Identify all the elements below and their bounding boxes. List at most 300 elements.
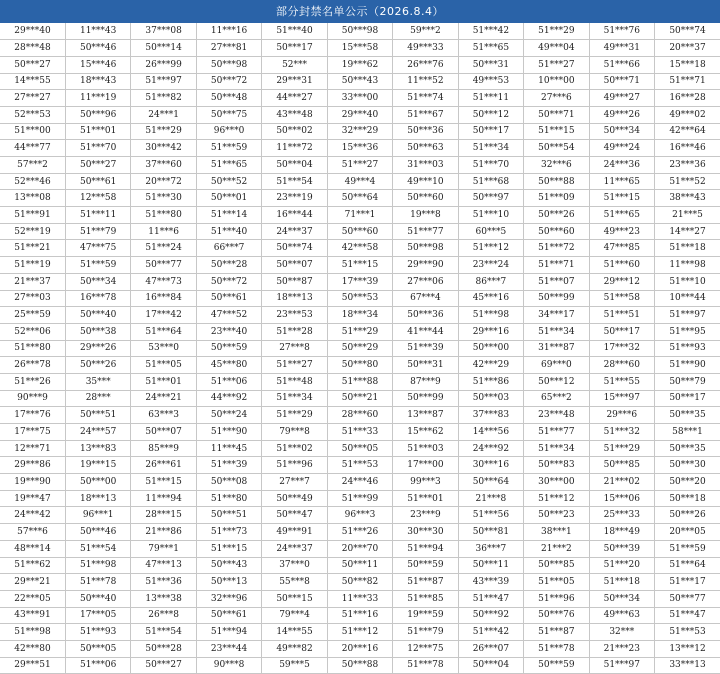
table-cell: 50***28 xyxy=(131,640,196,657)
table-cell: 50***43 xyxy=(327,73,392,90)
table-cell: 17***39 xyxy=(327,273,392,290)
table-cell: 30***16 xyxy=(458,457,523,474)
table-cell: 21***8 xyxy=(458,490,523,507)
table-cell: 50***74 xyxy=(655,23,720,40)
table-cell: 50***12 xyxy=(524,373,589,390)
table-cell: 51***62 xyxy=(0,557,65,574)
table-cell: 51***76 xyxy=(589,23,654,40)
table-cell: 51***34 xyxy=(458,140,523,157)
table-cell: 96***1 xyxy=(65,507,130,524)
table-cell: 51***74 xyxy=(393,90,458,107)
table-cell: 13***87 xyxy=(393,407,458,424)
table-row xyxy=(0,440,720,457)
table-cell: 35*** xyxy=(65,373,130,390)
table-cell: 50***17 xyxy=(655,390,720,407)
table-cell: 11***16 xyxy=(196,23,261,40)
table-cell: 27***7 xyxy=(262,474,327,491)
table-cell: 44***92 xyxy=(196,390,261,407)
table-cell: 79***1 xyxy=(131,540,196,557)
table-cell: 51***42 xyxy=(458,624,523,641)
table-cell: 23***9 xyxy=(393,507,458,524)
table-cell: 51***55 xyxy=(589,373,654,390)
table-cell: 16***78 xyxy=(65,290,130,307)
table-cell: 51***88 xyxy=(327,373,392,390)
table-cell: 50***07 xyxy=(262,257,327,274)
table-cell: 24***46 xyxy=(327,474,392,491)
table-cell: 49***23 xyxy=(589,223,654,240)
table-cell: 51***06 xyxy=(65,657,130,674)
table-cell: 51***90 xyxy=(196,424,261,441)
table-row xyxy=(0,307,720,324)
table-cell: 51***33 xyxy=(327,424,392,441)
table-cell: 50***59 xyxy=(393,557,458,574)
table-cell: 50***97 xyxy=(458,190,523,207)
table-cell: 50***85 xyxy=(589,457,654,474)
table-cell: 51***15 xyxy=(524,123,589,140)
table-cell: 51***91 xyxy=(0,207,65,224)
table-cell: 86***7 xyxy=(458,273,523,290)
table-cell: 51***21 xyxy=(0,240,65,257)
table-cell: 50***01 xyxy=(196,190,261,207)
table-cell: 65***2 xyxy=(524,390,589,407)
table-cell: 19***62 xyxy=(327,56,392,73)
table-cell: 51***79 xyxy=(393,624,458,641)
table-cell: 19***47 xyxy=(0,490,65,507)
table-cell: 51***72 xyxy=(524,240,589,257)
table-cell: 42***80 xyxy=(0,640,65,657)
table-cell: 50***47 xyxy=(262,507,327,524)
table-cell: 51***24 xyxy=(131,240,196,257)
table-cell: 50***75 xyxy=(196,106,261,123)
table-row xyxy=(0,557,720,574)
table-cell: 11***6 xyxy=(131,223,196,240)
table-cell: 45***16 xyxy=(458,290,523,307)
table-cell: 27***03 xyxy=(0,290,65,307)
table-row xyxy=(0,407,720,424)
table-cell: 20***70 xyxy=(327,540,392,557)
table-cell: 51***64 xyxy=(131,323,196,340)
table-cell: 20***05 xyxy=(655,524,720,541)
table-cell: 44***77 xyxy=(0,140,65,157)
table-cell: 17***00 xyxy=(393,457,458,474)
table-cell: 52***19 xyxy=(0,223,65,240)
table-cell: 51***77 xyxy=(393,223,458,240)
table-cell: 50***54 xyxy=(524,140,589,157)
table-cell: 96***3 xyxy=(327,507,392,524)
table-cell: 49***26 xyxy=(589,106,654,123)
table-cell: 85***9 xyxy=(131,440,196,457)
table-cell: 51***11 xyxy=(458,90,523,107)
table-cell: 49***27 xyxy=(589,90,654,107)
table-cell: 51***09 xyxy=(524,190,589,207)
table-cell: 28***60 xyxy=(327,407,392,424)
table-cell: 51***47 xyxy=(458,590,523,607)
table-cell: 26***61 xyxy=(131,457,196,474)
table-cell: 51***26 xyxy=(0,373,65,390)
table-cell: 50***98 xyxy=(327,23,392,40)
table-cell: 41***44 xyxy=(393,323,458,340)
table-cell: 50***88 xyxy=(327,657,392,674)
table-cell: 51***70 xyxy=(458,157,523,174)
table-cell: 11***19 xyxy=(65,90,130,107)
table-cell: 43***48 xyxy=(262,106,327,123)
table-cell: 49***4 xyxy=(327,173,392,190)
table-cell: 50***04 xyxy=(458,657,523,674)
table-cell: 50***05 xyxy=(327,440,392,457)
table-cell: 51***90 xyxy=(655,357,720,374)
table-cell: 51***65 xyxy=(458,40,523,57)
table-cell: 51***36 xyxy=(131,574,196,591)
table-cell: 50***27 xyxy=(131,657,196,674)
table-cell: 50***02 xyxy=(262,123,327,140)
table-cell: 51***01 xyxy=(131,373,196,390)
table-cell: 51***19 xyxy=(0,257,65,274)
table-cell: 50***46 xyxy=(65,40,130,57)
table-cell: 47***75 xyxy=(65,240,130,257)
table-cell: 51***17 xyxy=(655,574,720,591)
table-cell: 17***32 xyxy=(589,340,654,357)
table-cell: 38***43 xyxy=(655,190,720,207)
table-cell: 15***06 xyxy=(589,490,654,507)
table-row xyxy=(0,607,720,624)
table-cell: 49***82 xyxy=(262,640,327,657)
table-row xyxy=(0,424,720,441)
table-cell: 15***62 xyxy=(393,424,458,441)
table-cell: 57***6 xyxy=(0,524,65,541)
table-cell: 49***10 xyxy=(393,173,458,190)
table-cell: 51***98 xyxy=(458,307,523,324)
table-cell: 51***98 xyxy=(0,624,65,641)
table-cell: 29***40 xyxy=(0,23,65,40)
table-cell: 50***15 xyxy=(262,590,327,607)
table-cell: 29***51 xyxy=(0,657,65,674)
table-cell: 51***52 xyxy=(655,173,720,190)
table-cell: 51***98 xyxy=(65,557,130,574)
table-row xyxy=(0,73,720,90)
table-cell: 50***27 xyxy=(65,157,130,174)
table-cell: 29***16 xyxy=(458,323,523,340)
table-cell: 51***82 xyxy=(131,90,196,107)
table-cell: 50***51 xyxy=(196,507,261,524)
table-row xyxy=(0,257,720,274)
table-row xyxy=(0,140,720,157)
table-cell: 51***40 xyxy=(196,223,261,240)
table-cell: 51***96 xyxy=(524,590,589,607)
table-cell: 50***43 xyxy=(196,557,261,574)
table-row xyxy=(0,507,720,524)
table-cell: 28*** xyxy=(65,390,130,407)
table-cell: 51***18 xyxy=(589,574,654,591)
table-cell: 50***36 xyxy=(393,123,458,140)
table-cell: 50***82 xyxy=(327,574,392,591)
table-cell: 30***30 xyxy=(393,524,458,541)
table-cell: 25***33 xyxy=(589,507,654,524)
table-cell: 50***34 xyxy=(589,123,654,140)
table-cell: 51***71 xyxy=(524,257,589,274)
table-cell: 11***98 xyxy=(655,257,720,274)
table-cell: 50***87 xyxy=(262,273,327,290)
table-cell: 51***15 xyxy=(131,474,196,491)
table-cell: 18***13 xyxy=(262,290,327,307)
table-cell: 51***06 xyxy=(196,373,261,390)
table-cell: 12***58 xyxy=(65,190,130,207)
table-cell: 51***11 xyxy=(65,207,130,224)
table-cell: 21***02 xyxy=(589,474,654,491)
table-cell: 50***71 xyxy=(524,106,589,123)
table-cell: 51***51 xyxy=(589,307,654,324)
table-cell: 14***27 xyxy=(655,223,720,240)
table-cell: 51***12 xyxy=(327,624,392,641)
table-cell: 21***5 xyxy=(655,207,720,224)
table-cell: 51***68 xyxy=(458,173,523,190)
table-cell: 17***05 xyxy=(65,607,130,624)
table-cell: 51***15 xyxy=(196,540,261,557)
table-cell: 50***72 xyxy=(196,73,261,90)
table-cell: 29***40 xyxy=(327,106,392,123)
table-cell: 50***18 xyxy=(655,490,720,507)
table-cell: 13***12 xyxy=(655,640,720,657)
table-cell: 51***10 xyxy=(458,207,523,224)
table-cell: 29***90 xyxy=(393,257,458,274)
table-cell: 51***29 xyxy=(262,407,327,424)
table-cell: 23***36 xyxy=(655,157,720,174)
ban-list-body xyxy=(0,23,720,674)
table-row xyxy=(0,23,720,40)
table-cell: 50***00 xyxy=(458,340,523,357)
table-cell: 51***05 xyxy=(524,574,589,591)
table-row xyxy=(0,273,720,290)
table-cell: 50***61 xyxy=(196,607,261,624)
table-cell: 20***16 xyxy=(327,640,392,657)
table-cell: 51***70 xyxy=(65,140,130,157)
table-cell: 51***87 xyxy=(524,624,589,641)
table-cell: 50***35 xyxy=(655,407,720,424)
table-cell: 51***78 xyxy=(393,657,458,674)
table-cell: 21***37 xyxy=(0,273,65,290)
table-cell: 50***05 xyxy=(65,640,130,657)
table-cell: 12***71 xyxy=(0,440,65,457)
table-cell: 51***39 xyxy=(196,457,261,474)
table-cell: 51***53 xyxy=(655,624,720,641)
table-cell: 50***99 xyxy=(393,390,458,407)
table-cell: 32*** xyxy=(589,624,654,641)
table-cell: 18***13 xyxy=(65,490,130,507)
table-cell: 50***92 xyxy=(458,607,523,624)
table-row xyxy=(0,540,720,557)
table-cell: 17***75 xyxy=(0,424,65,441)
table-cell: 59***2 xyxy=(393,23,458,40)
table-cell: 11***94 xyxy=(131,490,196,507)
table-row xyxy=(0,190,720,207)
table-cell: 79***8 xyxy=(262,424,327,441)
table-cell: 37***08 xyxy=(131,23,196,40)
table-cell: 51***59 xyxy=(196,140,261,157)
table-cell: 51***95 xyxy=(655,323,720,340)
table-cell: 51***12 xyxy=(458,240,523,257)
table-cell: 51***54 xyxy=(65,540,130,557)
table-cell: 37***60 xyxy=(131,157,196,174)
table-row xyxy=(0,290,720,307)
table-cell: 13***08 xyxy=(0,190,65,207)
table-cell: 63***3 xyxy=(131,407,196,424)
table-cell: 24***21 xyxy=(131,390,196,407)
table-cell: 50***04 xyxy=(262,157,327,174)
table-cell: 50***81 xyxy=(458,524,523,541)
table-cell: 31***87 xyxy=(524,340,589,357)
table-cell: 50***17 xyxy=(262,40,327,57)
table-cell: 51***16 xyxy=(327,607,392,624)
table-cell: 18***34 xyxy=(327,307,392,324)
table-cell: 51***15 xyxy=(327,257,392,274)
table-cell: 14***55 xyxy=(0,73,65,90)
table-cell: 29***12 xyxy=(589,273,654,290)
table-cell: 51***67 xyxy=(393,106,458,123)
table-cell: 50***39 xyxy=(589,540,654,557)
table-cell: 34***17 xyxy=(524,307,589,324)
table-cell: 15***46 xyxy=(65,56,130,73)
table-cell: 69***0 xyxy=(524,357,589,374)
table-cell: 50***60 xyxy=(327,223,392,240)
table-row xyxy=(0,474,720,491)
table-cell: 51***07 xyxy=(524,273,589,290)
table-cell: 51***94 xyxy=(196,624,261,641)
table-cell: 51***42 xyxy=(458,23,523,40)
table-cell: 42***29 xyxy=(458,357,523,374)
table-cell: 19***90 xyxy=(0,474,65,491)
table-cell: 30***00 xyxy=(524,474,589,491)
table-cell: 50***00 xyxy=(65,474,130,491)
table-cell: 50***34 xyxy=(65,273,130,290)
table-cell: 50***64 xyxy=(327,190,392,207)
table-cell: 50***77 xyxy=(655,590,720,607)
table-cell: 57***2 xyxy=(0,157,65,174)
table-cell: 59***5 xyxy=(262,657,327,674)
table-cell: 13***38 xyxy=(131,590,196,607)
table-cell: 51***64 xyxy=(655,557,720,574)
table-cell: 51***59 xyxy=(65,257,130,274)
table-cell: 42***58 xyxy=(327,240,392,257)
table-cell: 26***8 xyxy=(131,607,196,624)
table-cell: 32***29 xyxy=(327,123,392,140)
table-row xyxy=(0,357,720,374)
table-cell: 51***34 xyxy=(524,323,589,340)
table-cell: 24***57 xyxy=(65,424,130,441)
table-cell: 47***73 xyxy=(131,273,196,290)
table-row xyxy=(0,524,720,541)
table-cell: 51***54 xyxy=(131,624,196,641)
table-row xyxy=(0,624,720,641)
table-cell: 51***26 xyxy=(327,524,392,541)
table-cell: 52*** xyxy=(262,56,327,73)
table-cell: 51***34 xyxy=(262,390,327,407)
table-cell: 50***51 xyxy=(65,407,130,424)
table-cell: 42***64 xyxy=(655,123,720,140)
table-cell: 17***76 xyxy=(0,407,65,424)
table-cell: 51***97 xyxy=(131,73,196,90)
table-cell: 50***80 xyxy=(327,357,392,374)
table-cell: 50***63 xyxy=(393,140,458,157)
table-cell: 50***98 xyxy=(196,56,261,73)
table-cell: 50***60 xyxy=(524,223,589,240)
table-cell: 14***55 xyxy=(262,624,327,641)
table-cell: 51***80 xyxy=(196,490,261,507)
table-cell: 50***23 xyxy=(524,507,589,524)
table-cell: 51***30 xyxy=(131,190,196,207)
table-cell: 49***04 xyxy=(524,40,589,57)
table-cell: 55***8 xyxy=(262,574,327,591)
table-row xyxy=(0,240,720,257)
table-cell: 51***60 xyxy=(589,257,654,274)
table-row xyxy=(0,223,720,240)
table-cell: 50***17 xyxy=(589,323,654,340)
table-cell: 49***24 xyxy=(589,140,654,157)
table-cell: 52***46 xyxy=(0,173,65,190)
table-cell: 50***85 xyxy=(524,557,589,574)
table-cell: 15***97 xyxy=(589,390,654,407)
table-cell: 23***53 xyxy=(262,307,327,324)
table-cell: 10***00 xyxy=(524,73,589,90)
table-cell: 24***1 xyxy=(131,106,196,123)
table-cell: 11***72 xyxy=(262,140,327,157)
table-cell: 66***7 xyxy=(196,240,261,257)
table-row xyxy=(0,173,720,190)
table-cell: 50***31 xyxy=(458,56,523,73)
table-cell: 58***1 xyxy=(655,424,720,441)
table-cell: 29***21 xyxy=(0,574,65,591)
table-cell: 51***01 xyxy=(65,123,130,140)
table-cell: 50***71 xyxy=(589,73,654,90)
table-cell: 50***34 xyxy=(589,590,654,607)
table-cell: 21***23 xyxy=(589,640,654,657)
table-cell: 50***52 xyxy=(196,173,261,190)
table-cell: 33***13 xyxy=(655,657,720,674)
table-cell: 51***78 xyxy=(65,574,130,591)
table-cell: 43***91 xyxy=(0,607,65,624)
table-cell: 51***12 xyxy=(524,490,589,507)
table-cell: 47***13 xyxy=(131,557,196,574)
table-row xyxy=(0,490,720,507)
table-cell: 53***0 xyxy=(131,340,196,357)
table-cell: 28***48 xyxy=(0,40,65,57)
table-cell: 43***39 xyxy=(458,574,523,591)
table-cell: 48***14 xyxy=(0,540,65,557)
table-cell: 79***4 xyxy=(262,607,327,624)
table-cell: 51***73 xyxy=(196,524,261,541)
table-cell: 50***72 xyxy=(196,273,261,290)
table-cell: 50***36 xyxy=(393,307,458,324)
table-cell: 51***48 xyxy=(262,373,327,390)
table-cell: 18***43 xyxy=(65,73,130,90)
table-cell: 50***61 xyxy=(65,173,130,190)
table-cell: 28***60 xyxy=(589,357,654,374)
table-cell: 51***97 xyxy=(655,307,720,324)
table-cell: 16***44 xyxy=(262,207,327,224)
table-cell: 51***01 xyxy=(393,490,458,507)
table-cell: 19***8 xyxy=(393,207,458,224)
table-cell: 51***71 xyxy=(655,73,720,90)
table-cell: 26***99 xyxy=(131,56,196,73)
table-cell: 44***27 xyxy=(262,90,327,107)
table-cell: 50***38 xyxy=(65,323,130,340)
table-cell: 90***9 xyxy=(0,390,65,407)
table-cell: 49***63 xyxy=(589,607,654,624)
table-cell: 30***42 xyxy=(131,140,196,157)
table-cell: 11***45 xyxy=(196,440,261,457)
table-cell: 51***79 xyxy=(65,223,130,240)
table-cell: 49***31 xyxy=(589,40,654,57)
table-cell: 28***15 xyxy=(131,507,196,524)
table-cell: 33***00 xyxy=(327,90,392,107)
